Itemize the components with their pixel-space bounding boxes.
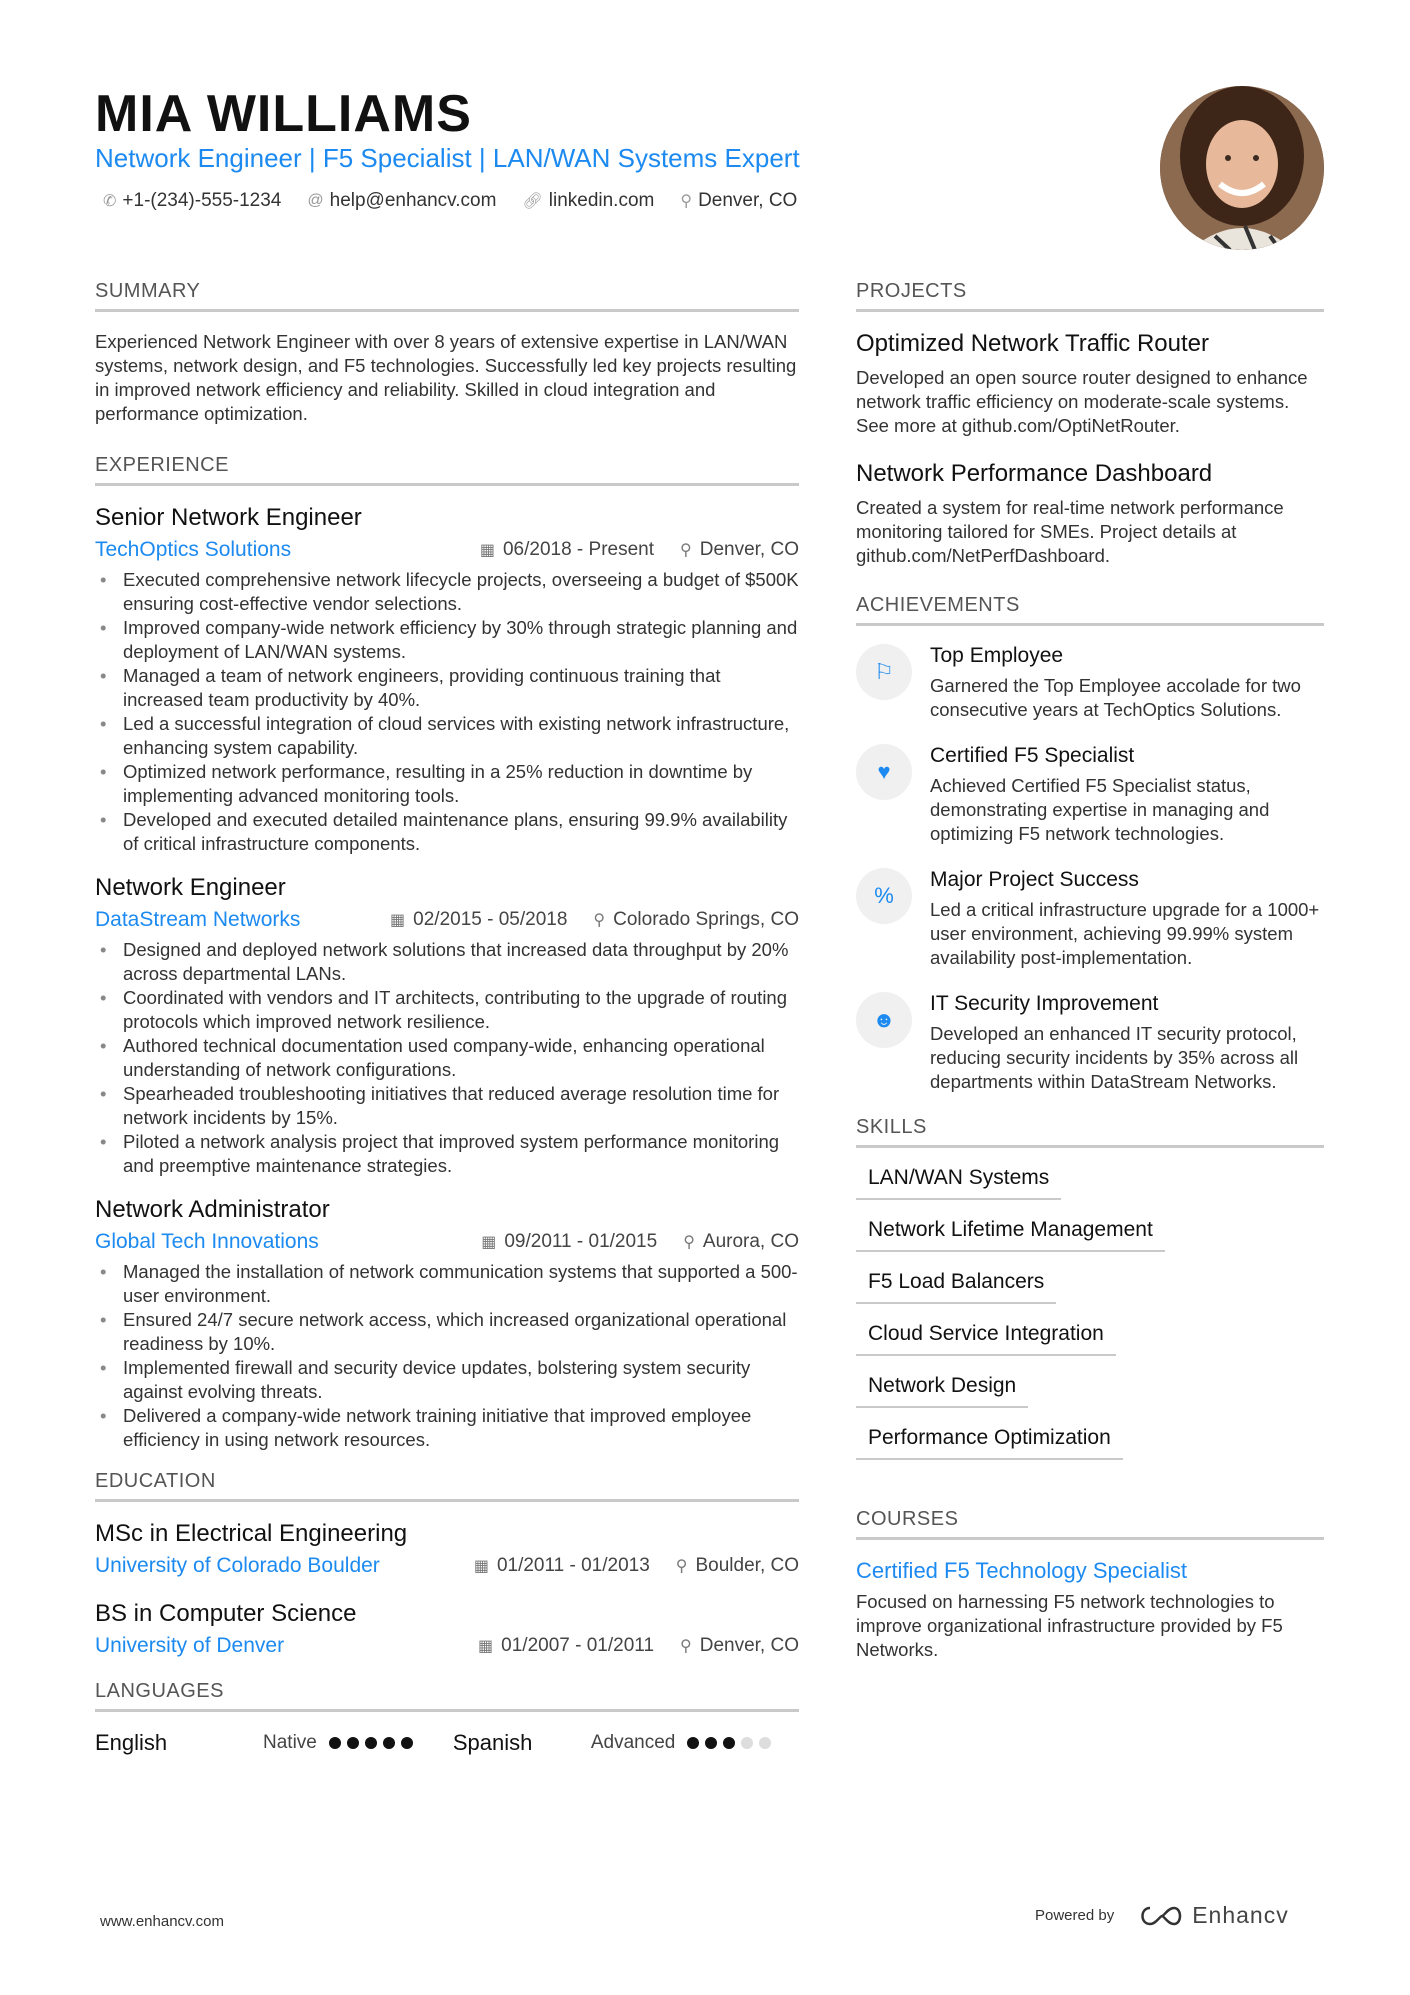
language-level: Advanced	[590, 1732, 676, 1753]
experience-heading: EXPERIENCE	[95, 454, 799, 486]
location-text: Denver, CO	[699, 539, 799, 560]
job-dates	[480, 539, 654, 561]
brand-name: Enhancv	[1192, 1902, 1289, 1928]
education-entry	[95, 1520, 799, 1578]
projects-section	[856, 280, 1324, 568]
job-bullet: • Implemented firewall and security device updates, bolstering system security against evolving threats.	[95, 1356, 799, 1404]
degree-title: MSc in Electrical Engineering	[95, 1520, 408, 1547]
contact-email[interactable]	[307, 190, 496, 212]
summary-heading: SUMMARY	[95, 280, 799, 312]
courses-section	[856, 1508, 1324, 1662]
achievement-item	[856, 644, 1324, 722]
location-pin-icon: ⚲	[680, 193, 693, 210]
skill-tag: Network Design	[856, 1374, 1028, 1408]
course-title[interactable]: Certified F5 Technology Specialist	[856, 1558, 1187, 1583]
project-text: Created a system for real-time network performance monitoring tailored for SMEs. Project details at github.com/NetPerfDashboard.	[856, 497, 1284, 566]
project-item	[856, 460, 1324, 568]
location-text: Aurora, CO	[702, 1231, 799, 1252]
job-bullet: • Authored technical documentation used company-wide, enhancing operational understanding of network configurations.	[95, 1034, 799, 1082]
dates-text: 01/2011 - 01/2013	[496, 1555, 650, 1576]
location-pin-icon: ⚲	[680, 542, 692, 559]
education-meta-row	[95, 1634, 799, 1658]
powered-by-text: Powered by	[1035, 1907, 1115, 1924]
location-text: Denver, CO	[699, 1635, 799, 1656]
job-entry	[95, 1196, 799, 1452]
education-meta-row	[95, 1554, 799, 1578]
job-title: Senior Network Engineer	[95, 504, 362, 531]
education-section	[95, 1470, 799, 1658]
education-entry	[95, 1600, 799, 1658]
skills-list	[856, 1166, 1324, 1478]
flag-icon: ⚐	[856, 644, 912, 700]
job-bullet: • Managed the installation of network communication systems that supported a 500-user environment.	[95, 1260, 799, 1308]
rating-dot	[741, 1737, 753, 1749]
skill-tag: F5 Load Balancers	[856, 1270, 1056, 1304]
courses-heading: COURSES	[856, 1508, 1324, 1540]
skill-tag: Performance Optimization	[856, 1426, 1123, 1460]
job-dates	[481, 1231, 657, 1253]
job-location	[680, 539, 799, 561]
project-title: Optimized Network Traffic Router	[856, 330, 1210, 357]
linkedin-text[interactable]: linkedin.com	[548, 190, 655, 211]
percent-arrow-icon: %	[856, 868, 912, 924]
phone-icon: ✆	[103, 193, 117, 210]
company-name: Global Tech Innovations	[95, 1230, 319, 1253]
job-bullet: • Designed and deployed network solutions that increased data throughput by 20% across departmental LANs.	[95, 938, 799, 986]
calendar-icon: ▦	[479, 542, 495, 559]
at-icon: @	[307, 192, 324, 209]
education-heading: EDUCATION	[95, 1470, 799, 1502]
candidate-name: MIA WILLIAMS	[95, 85, 472, 143]
job-title: Network Administrator	[95, 1196, 330, 1223]
skill-tag: LAN/WAN Systems	[856, 1166, 1061, 1200]
language-rating	[687, 1737, 771, 1749]
degree-title: BS in Computer Science	[95, 1600, 357, 1627]
job-meta-row	[95, 908, 799, 932]
job-meta	[481, 1231, 799, 1253]
job-title: Network Engineer	[95, 874, 286, 901]
dates-text: 09/2011 - 01/2015	[504, 1231, 658, 1252]
school-name: University of Denver	[95, 1634, 285, 1657]
skill-tag: Network Lifetime Management	[856, 1218, 1165, 1252]
languages-heading: LANGUAGES	[95, 1680, 799, 1712]
footer-website[interactable]: www.enhancv.com	[100, 1913, 224, 1930]
dates-text: 01/2007 - 01/2011	[501, 1635, 655, 1656]
rating-dot	[705, 1737, 717, 1749]
education-meta	[474, 1555, 799, 1577]
achievement-item	[856, 868, 1324, 970]
job-bullet: • Coordinated with vendors and IT architects, contributing to the upgrade of routing protocols which improved network resilience.	[95, 986, 799, 1034]
calendar-icon: ▦	[481, 1234, 497, 1251]
left-column	[95, 280, 799, 1756]
job-bullet: • Ensured 24/7 secure network access, which increased organizational operational readiness by 10%.	[95, 1308, 799, 1356]
job-bullet: • Spearheaded troubleshooting initiatives that reduced average resolution time for network incidents by 15%.	[95, 1082, 799, 1130]
contact-linkedin[interactable]	[522, 190, 654, 212]
education-meta	[478, 1635, 799, 1657]
job-bullets	[95, 1260, 799, 1452]
rating-dot	[383, 1737, 395, 1749]
job-bullets	[95, 568, 799, 856]
job-meta-row	[95, 538, 799, 562]
achievement-title: Major Project Success	[930, 868, 1139, 891]
company-name: DataStream Networks	[95, 908, 301, 931]
achievement-text: Achieved Certified F5 Specialist status, demonstrating expertise in managing and optimizing F5 network technologies.	[930, 775, 1270, 844]
job-location	[593, 909, 799, 931]
job-bullet: • Delivered a company-wide network training initiative that improved employee efficiency in using network resources.	[95, 1404, 799, 1452]
achievement-title: Certified F5 Specialist	[930, 744, 1135, 767]
project-title: Network Performance Dashboard	[856, 460, 1213, 487]
rating-dot	[347, 1737, 359, 1749]
rating-dot	[329, 1737, 341, 1749]
location-text: Denver, CO	[698, 190, 798, 211]
summary-text: Experienced Network Engineer with over 8 years of extensive expertise in LAN/WAN systems, network design, and F5 technologies. Successfully led key projects resulting in improved network efficiency and reliability. Skilled in cloud integration and performance optimization.	[95, 331, 797, 424]
infinity-logo-icon	[1138, 1904, 1184, 1928]
language-rating	[329, 1737, 413, 1749]
job-meta	[390, 909, 799, 931]
job-location	[683, 1231, 799, 1253]
contact-phone	[103, 190, 281, 212]
rating-dot	[687, 1737, 699, 1749]
experience-section	[95, 454, 799, 1452]
heart-icon: ♥	[856, 744, 912, 800]
job-bullet: • Executed comprehensive network lifecycle projects, overseeing a budget of $500K ensuring cost-effective vendor selections.	[95, 568, 799, 616]
job-bullet: • Piloted a network analysis project that improved system performance monitoring and preemptive maintenance strategies.	[95, 1130, 799, 1178]
location-pin-icon: ⚲	[675, 1558, 688, 1575]
job-bullet: • Led a successful integration of cloud services with existing network infrastructure, enhancing system capability.	[95, 712, 799, 760]
calendar-icon: ▦	[473, 1558, 489, 1575]
calendar-icon: ▦	[390, 912, 406, 929]
school-name: University of Colorado Boulder	[95, 1554, 380, 1577]
job-meta	[480, 539, 799, 561]
company-name: TechOptics Solutions	[95, 538, 292, 561]
email-text[interactable]: help@enhancv.com	[329, 190, 497, 211]
course-text: Focused on harnessing F5 network technologies to improve organizational infrastructure provided by F5 Networks.	[856, 1591, 1283, 1660]
education-dates	[478, 1635, 654, 1657]
education-location	[676, 1555, 799, 1577]
location-text: Boulder, CO	[695, 1555, 799, 1576]
head-idea-icon: ☻	[856, 992, 912, 1048]
job-bullet: • Improved company-wide network efficiency by 30% through strategic planning and deployment of LAN/WAN systems.	[95, 616, 799, 664]
project-text: Developed an open source router designed to enhance network traffic efficiency on moderate-scale systems. See more at github.com/OptiNetRouter.	[856, 367, 1308, 436]
education-location	[680, 1635, 799, 1657]
job-meta-row	[95, 1230, 799, 1254]
location-text: Colorado Springs, CO	[613, 909, 799, 930]
job-entry	[95, 874, 799, 1178]
achievement-text: Led a critical infrastructure upgrade for a 1000+ user environment, achieving 99.99% system availability post-implementation.	[930, 899, 1320, 968]
rating-dot	[401, 1737, 413, 1749]
job-dates	[390, 909, 567, 931]
achievement-title: IT Security Improvement	[930, 992, 1159, 1015]
job-bullets	[95, 938, 799, 1178]
job-bullet: • Optimized network performance, resulting in a 25% reduction in downtime by implementing advanced monitoring tools.	[95, 760, 799, 808]
rating-dot	[723, 1737, 735, 1749]
language-name: English	[95, 1730, 168, 1755]
job-bullet: • Managed a team of network engineers, providing continuous training that increased team productivity by 40%.	[95, 664, 799, 712]
footer-branding	[1035, 1902, 1289, 1929]
achievement-text: Garnered the Top Employee accolade for two consecutive years at TechOptics Solutions.	[930, 675, 1301, 720]
languages-section	[95, 1680, 799, 1756]
phone-text: +1-(234)-555-1234	[122, 190, 282, 211]
achievement-item	[856, 992, 1324, 1094]
achievements-section	[856, 594, 1324, 1094]
achievement-text: Developed an enhanced IT security protocol, reducing security incidents by 35% across all departments within DataStream Networks.	[930, 1023, 1299, 1092]
achievement-item	[856, 744, 1324, 846]
enhancv-logo[interactable]	[1138, 1902, 1289, 1929]
link-icon: 🔗︎	[522, 193, 543, 210]
skills-heading: SKILLS	[856, 1116, 1324, 1148]
right-column	[856, 280, 1324, 1662]
achievement-title: Top Employee	[930, 644, 1064, 667]
candidate-title: Network Engineer | F5 Specialist | LAN/WAN Systems Expert	[95, 143, 800, 173]
job-entry	[95, 504, 799, 856]
location-pin-icon: ⚲	[593, 912, 606, 929]
contact-bar	[103, 190, 797, 212]
language-name: Spanish	[452, 1730, 533, 1755]
rating-dot	[365, 1737, 377, 1749]
achievements-heading: ACHIEVEMENTS	[856, 594, 1324, 626]
dates-text: 06/2018 - Present	[502, 539, 655, 560]
skill-tag: Cloud Service Integration	[856, 1322, 1116, 1356]
job-bullet: • Developed and executed detailed maintenance plans, ensuring 99.9% availability of critical infrastructure components.	[95, 808, 799, 856]
job-list	[95, 504, 799, 1452]
rating-dot	[759, 1737, 771, 1749]
profile-photo	[1160, 86, 1324, 250]
project-item	[856, 330, 1324, 438]
location-pin-icon: ⚲	[680, 1638, 692, 1655]
language-level: Native	[263, 1732, 317, 1753]
location-pin-icon: ⚲	[683, 1234, 695, 1251]
calendar-icon: ▦	[478, 1638, 494, 1655]
education-list	[95, 1520, 799, 1658]
education-dates	[474, 1555, 650, 1577]
summary-section	[95, 280, 799, 426]
contact-location	[680, 190, 797, 212]
skills-section	[856, 1116, 1324, 1478]
projects-heading: PROJECTS	[856, 280, 1324, 312]
languages-row	[95, 1730, 799, 1756]
dates-text: 02/2015 - 05/2018	[413, 909, 568, 930]
